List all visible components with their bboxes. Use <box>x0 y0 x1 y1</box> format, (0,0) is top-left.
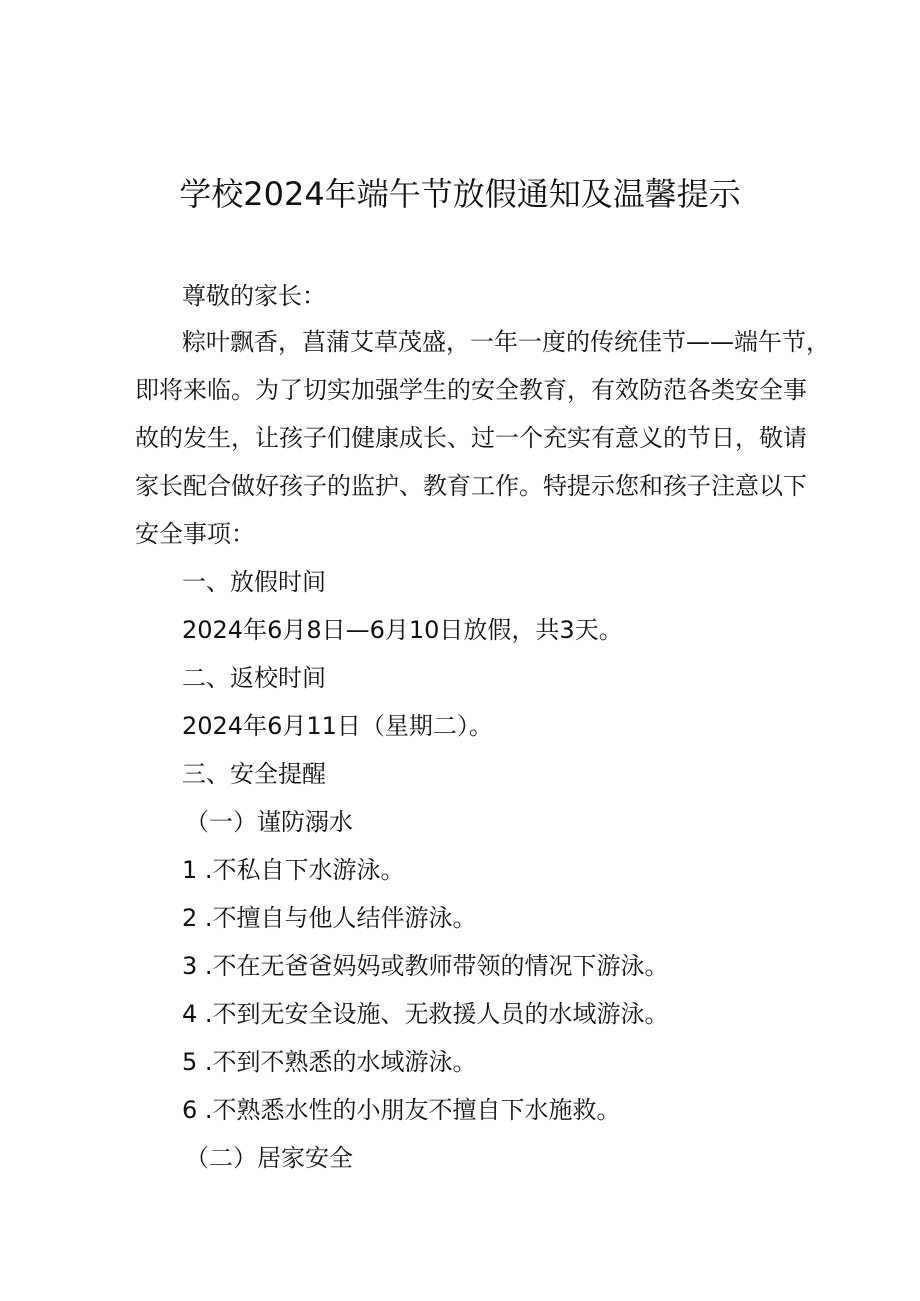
section-3-heading: 三、安全提醒 <box>182 760 326 788</box>
subsection-2-heading: （二）居家安全 <box>185 1144 353 1172</box>
subsection-1-heading: （一）谨防溺水 <box>185 808 353 836</box>
list-item: 1 .不私自下水游泳。 <box>182 856 405 884</box>
greeting: 尊敬的家长： <box>182 282 326 310</box>
list-item: 3 .不在无爸爸妈妈或教师带领的情况下游泳。 <box>182 952 669 980</box>
intro-line-1: 粽叶飘香，菖蒲艾草茂盛，一年一度的传统佳节——端午节， <box>182 328 830 356</box>
section-1-heading: 一、放假时间 <box>182 568 326 596</box>
intro-line-3: 故的发生，让孩子们健康成长、过一个充实有意义的节日，敬请 <box>135 424 807 452</box>
section-2-body: 2024年6月11日（星期二）。 <box>182 712 493 740</box>
section-2-heading: 二、返校时间 <box>182 664 326 692</box>
list-item: 4 .不到无安全设施、无救援人员的水域游泳。 <box>182 1000 669 1028</box>
intro-line-5: 安全事项： <box>135 520 255 548</box>
list-item: 6 .不熟悉水性的小朋友不擅自下水施救。 <box>182 1096 621 1124</box>
section-1-body: 2024年6月8日—6月10日放假，共3天。 <box>182 616 623 644</box>
list-item: 5 .不到不熟悉的水域游泳。 <box>182 1048 477 1076</box>
document-title: 学校2024年端午节放假通知及温馨提示 <box>179 175 741 213</box>
intro-line-2: 即将来临。为了切实加强学生的安全教育，有效防范各类安全事 <box>135 376 807 404</box>
list-item: 2 .不擅自与他人结伴游泳。 <box>182 904 477 932</box>
intro-line-4: 家长配合做好孩子的监护、教育工作。特提示您和孩子注意以下 <box>135 472 807 500</box>
